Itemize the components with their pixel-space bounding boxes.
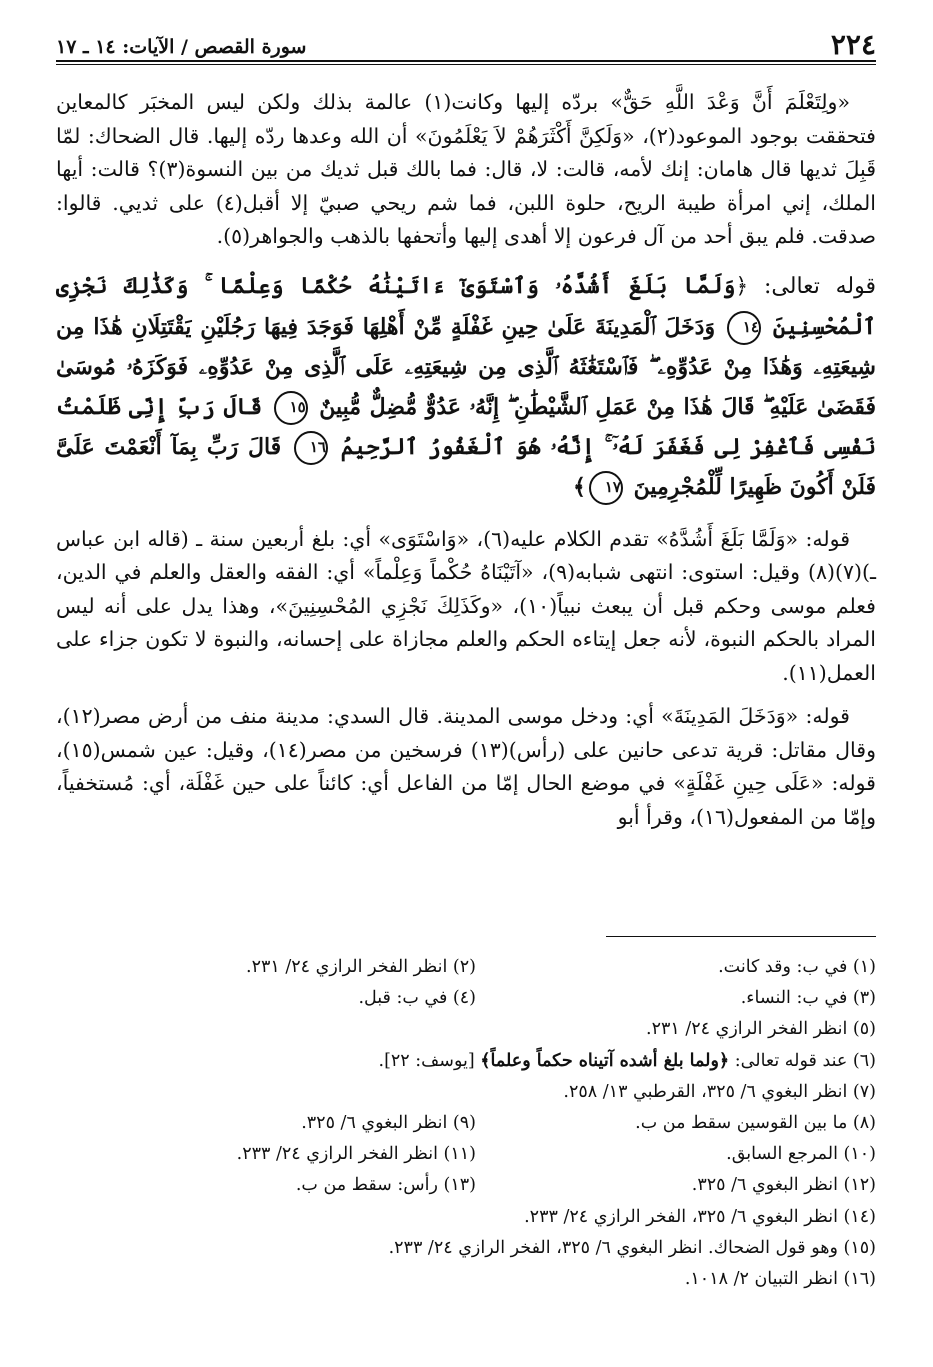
footnotes bbox=[56, 952, 876, 1295]
footnote-12: (١٢) انظر البغوي ٦/ ٣٢٥. bbox=[691, 1175, 876, 1196]
ayah-marker-17: ١٧ bbox=[589, 471, 623, 505]
ayah-marker-16: ١٦ bbox=[294, 431, 328, 465]
footnote-11: (١١) انظر الفخر الرازي ٢٤/ ٢٣٣. bbox=[236, 1144, 476, 1165]
verse-17-text: قَالَ رَبِّ بِمَآ أَنْعَمْتَ عَلَىَّ فَلَنْ أَكُونَ ظَهِيرًا لِّلْمُجْرِمِينَ bbox=[56, 433, 876, 500]
footnote-7: (٧) انظر البغوي ٦/ ٣٢٥، القرطبي ١٣/ ٢٥٨. bbox=[563, 1081, 876, 1102]
footnote-8: (٨) ما بين القوسين سقط من ب. bbox=[635, 1113, 876, 1134]
footnote-row bbox=[56, 1139, 876, 1170]
footnote-6-verse: ﴿ولما بلغ أشده آتيناه حكماً وعلماً﴾ bbox=[480, 1050, 730, 1071]
footnote-4: (٤) في ب: قبل. bbox=[358, 988, 476, 1009]
verse-16-text: قَالَ رَبِّ إِنِّى ظَلَمْتُ نَفْسِى فَٱغْفِرْ لِى فَغَفَرَ لَهُۥٓ ۚ إِنَّهُۥ هُوَ ٱلْغَفُورُ ٱلرَّحِيمُ bbox=[56, 393, 876, 460]
page bbox=[56, 24, 876, 1344]
quran-lead: قوله تعالى: ﴿ bbox=[735, 273, 876, 299]
footnote-row bbox=[56, 1170, 876, 1201]
footnote-9: (٩) انظر البغوي ٦/ ٣٢٥. bbox=[301, 1113, 476, 1134]
footnote-15: (١٥) وهو قول الضحاك. انظر البغوي ٦/ ٣٢٥، الفخر الرازي ٢٤/ ٢٣٣. bbox=[388, 1237, 876, 1258]
footnote-row bbox=[56, 1108, 876, 1139]
footnote-5: (٥) انظر الفخر الرازي ٢٤/ ٢٣١. bbox=[646, 1019, 876, 1040]
footnote-row bbox=[56, 952, 876, 983]
verse-14-text: وَلَمَّا بَلَغَ أَشُدَّهُۥ وَٱسْتَوَىٰٓ ءَاتَيْنَٰهُ حُكْمًا وَعِلْمًا ۚ وَكَذَٰلِكَ نَجْزِى ٱلْمُحْسِنِينَ bbox=[56, 272, 877, 340]
quran-close-bracket: ﴾ bbox=[573, 473, 586, 500]
verse-15-text: وَدَخَلَ ٱلْمَدِينَةَ عَلَىٰ حِينِ غَفْلَةٍ مِّنْ أَهْلِهَا فَوَجَدَ فِيهَا رَجُلَيْنِ يَقْتَتِلَانِ هَٰذَا مِن شِيعَتِهِۦ وَهَٰذَا مِنْ عَدُوِّهِۦ ۖ فَٱسْتَغَٰثَهُ ٱلَّذِى مِن شِيعَتِهِۦ عَلَى ٱلَّذِى مِنْ عَدُوِّهِۦ فَوَكَزَهُۥ مُوسَىٰ فَقَضَىٰ عَلَيْهِ ۖ قَالَ هَٰذَا مِنْ عَمَلِ ٱلشَّيْطَٰنِ ۖ إِنَّهُۥ عَدُوٌّ مُّضِلٌّ مُّبِينٌ bbox=[56, 313, 876, 420]
footnote-6-prefix: (٦) عند قوله تعالى: bbox=[729, 1050, 876, 1071]
paragraph-2: قوله: «وَلَمَّا بَلَغَ أَشُدَّهُ» تقدم الكلام عليه(٦)، «وَاسْتَوَى» أي: بلغ أربعين سنة ـ (قاله ابن عباس ـ)(٧)(٨) وقيل: استوى: انتهى شبابه(٩)، «آتَيْنَاهُ حُكْماً وَعِلْماً» أي: الفقه والعقل والعلم في الدين، فعلم موسى وحكم قبل أن يبعث نبياً(١٠)، «وكَذَلِكَ نَجْزِي المُحْسِنِينَ»، وهذا يدل على أنه ليس المراد بالحكم النبوة، لأنه جعل إيتاءه الحكم والعلم مجازاة على إحسانه، والنبوة لا تكون جزاء على العمل(١١). bbox=[56, 526, 876, 685]
footnote-3: (٣) في ب: النساء. bbox=[740, 988, 876, 1009]
quran-verses bbox=[56, 266, 876, 507]
header-rule bbox=[56, 60, 876, 62]
running-header bbox=[56, 24, 876, 60]
footnote-10: (١٠) المرجع السابق. bbox=[726, 1144, 876, 1165]
header-rule-thin bbox=[56, 64, 876, 65]
paragraph-1: «ولِتَعْلَمَ أَنَّ وَعْدَ اللَّهِ حَقٌّ» بردّه إليها وكانت(١) عالمة بذلك ولكن ليس المخبَر كالمعاين فتحققت بوجود الموعود(٢)، «وَلَكِنَّ أَكْثَرَهُمْ لاَ يَعْلَمُونَ» أن الله وعدها ردّه إليها. قال الضحاك: لمّا قَبِلَ ثديها قال هامان: إنك لأمه، قالت: لا، قال: فما بالك قبل ثديك من بين النسوة(٣)؟ قالت: أيها الملك، إني امرأة طيبة الريح، حلوة اللبن، فما شم ريحي صبيّ إلا أقبل(٤) على ثديي. قالوا: صدقت. فلم يبق أحد من آل فرعون إلا أهدى إليها وأتحفها بالذهب والجواهر(٥). bbox=[56, 90, 877, 248]
footnote-row bbox=[56, 983, 876, 1014]
running-title: سورة القصص / الآيات: ١٤ ـ ١٧ bbox=[56, 36, 307, 58]
paragraph-3: قوله: «وَدَخَلَ المَدِينَةَ» أي: ودخل موسى المدينة. قال السدي: مدينة منف من أرض مصر(١٢)، وقال مقاتل: قرية تدعى حانين على (رأس)(١٣) فرسخين من مصر(١٤)، وقيل: عين شمس(١٥)، قوله: «عَلَى حِينِ غَفْلَةٍ» في موضع الحال إمّا من الفاعل أي: كائناً على حين غَفْلَة، أي: مُستخفياً، وإمّا من المفعول(١٦)، وقرأ أبو bbox=[56, 704, 876, 829]
footnote-13: (١٣) رأس: سقط من ب. bbox=[295, 1175, 476, 1196]
ayah-marker-14: ١٤ bbox=[727, 311, 761, 345]
page-number: ٢٢٤ bbox=[830, 28, 876, 61]
ayah-marker-15: ١٥ bbox=[274, 391, 308, 425]
footnote-2: (٢) انظر الفخر الرازي ٢٤/ ٢٣١. bbox=[246, 957, 476, 977]
footnote-14: (١٤) انظر البغوي ٦/ ٣٢٥، الفخر الرازي ٢٤/ ٢٣٣. bbox=[524, 1206, 876, 1227]
footnote-6-ref: [يوسف: ٢٢]. bbox=[378, 1050, 481, 1071]
footnote-separator bbox=[606, 936, 876, 937]
footnote-16: (١٦) انظر التبيان ٢/ ١٠١٨. bbox=[684, 1269, 876, 1290]
footnote-1: (١) في ب: وقد كانت. bbox=[718, 957, 876, 977]
footnote-6 bbox=[56, 1046, 876, 1077]
main-text bbox=[56, 86, 876, 834]
